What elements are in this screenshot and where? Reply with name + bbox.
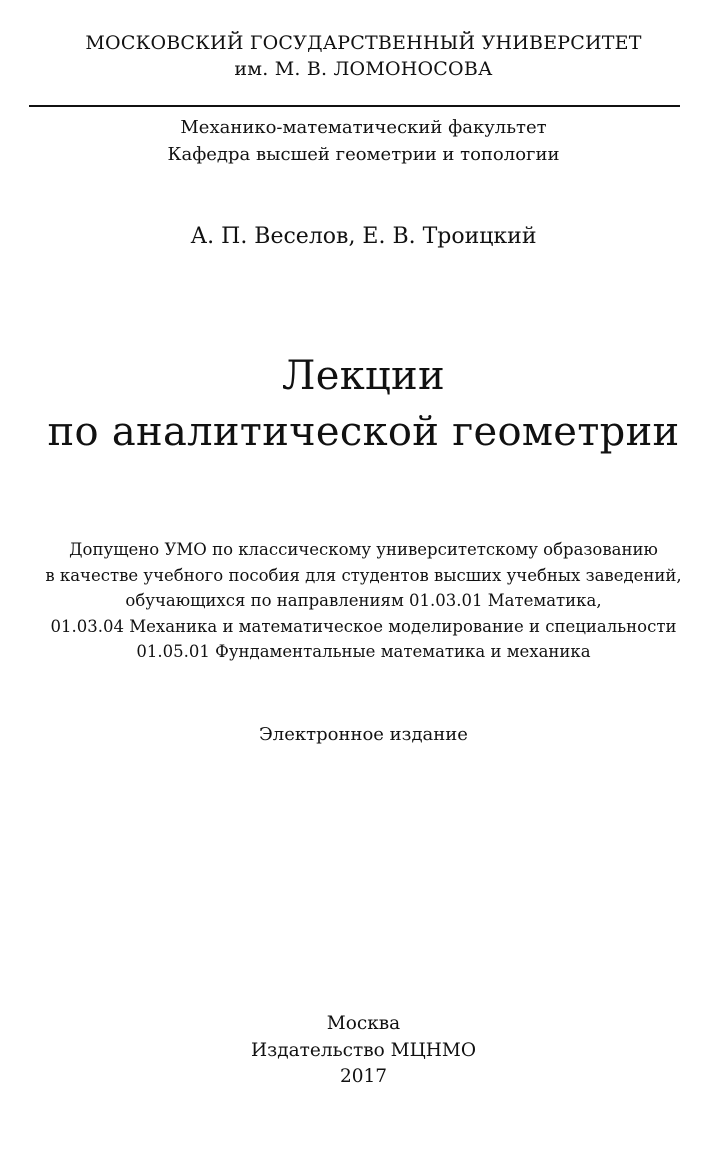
department-name: Кафедра высшей геометрии и топологии [167,144,560,165]
imprint-year: 2017 [339,1066,388,1087]
book-title [0,348,727,460]
approval-line: Допущено УМО по классическому университетскому образованию [69,540,658,559]
imprint-city: Москва [326,1013,401,1034]
faculty-name: Механико-математический факультет [180,117,547,138]
approval-line: в качестве учебного пособия для студентов высших учебных заведений, [45,565,682,585]
edition-text: Электронное издание [259,724,468,745]
university-header [0,30,727,82]
faculty-block [0,114,727,168]
university-name: МОСКОВСКИЙ ГОСУДАРСТВЕННЫЙ УНИВЕРСИТЕТ [85,32,642,54]
approval-line: 01.03.04 Механика и математическое моделирование и специальности [50,616,677,636]
approval-line: 01.05.01 Фундаментальные математика и механика [136,642,591,661]
approval-line: обучающихся по направлениям 01.03.01 Математика, [125,591,602,610]
header-divider [29,105,680,107]
imprint [0,1011,727,1091]
university-namesake: им. М. В. ЛОМОНОСОВА [234,58,493,80]
edition-note [0,722,727,748]
book-title-line-2: по аналитической геометрии [47,409,680,455]
approval-statement [0,537,727,665]
authors-line: А. П. Веселов, Е. В. Троицкий [190,224,537,249]
authors [0,222,727,252]
book-title-line-1: Лекции [282,353,445,399]
imprint-publisher: Издательство МЦНМО [251,1039,476,1061]
